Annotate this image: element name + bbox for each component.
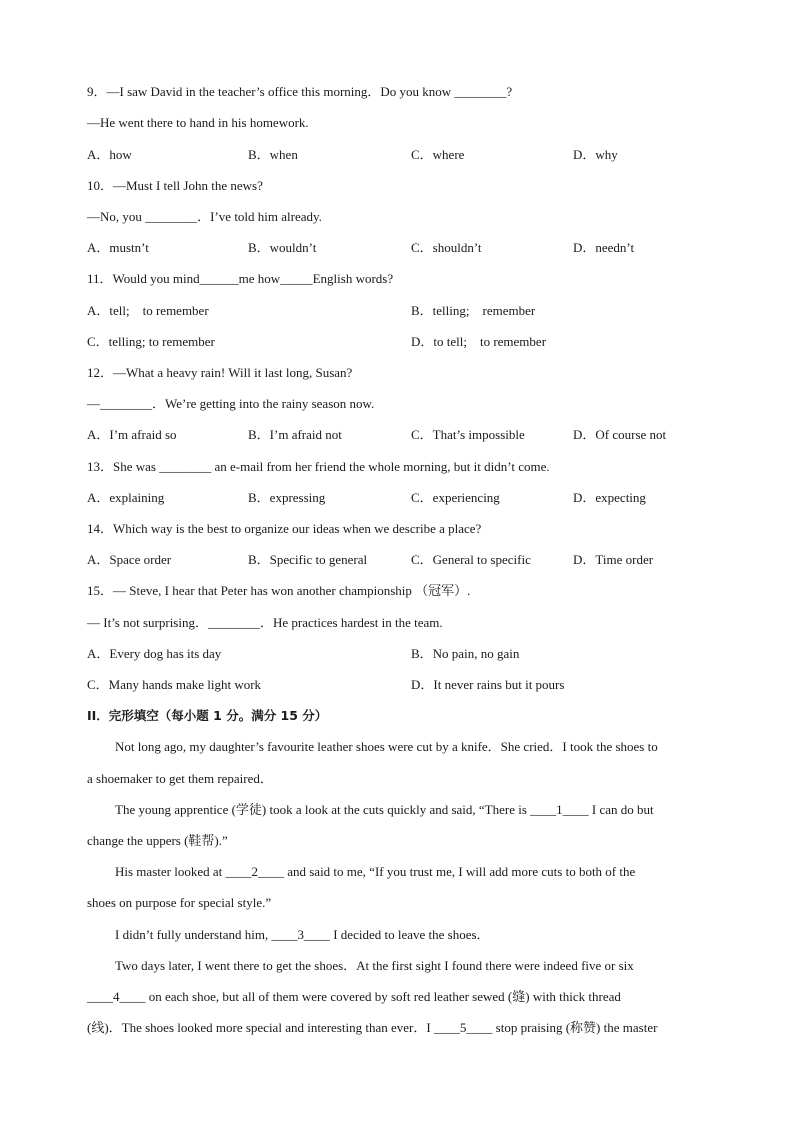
question-9-stem: 9．—I saw David in the teacher’s office this morning．Do you know ________? [87,84,513,99]
q14-option-c: C．General to specific [411,552,531,567]
q9-option-c: C．where [411,147,465,162]
passage-line: ____4____ on each shoe, but all of them were covered by soft red leather sewed (缝) with thick thread [87,989,621,1004]
q15-option-d: D．It never rains but it pours [411,677,565,692]
question-9-reply: —He went there to hand in his homework. [87,115,309,130]
q14-option-b: B．Specific to general [248,552,368,567]
question-13-stem: 13．She was ________ an e-mail from her friend the whole morning, but it didn’t come. [87,459,550,474]
q10-option-a: A．mustn’t [87,240,149,255]
passage-line: The young apprentice (学徒) took a look at the cuts quickly and said, “There is ____1____ I can do but [115,802,654,817]
q13-option-b: B．expressing [248,490,326,505]
q13-option-d: D．expecting [573,490,646,505]
q12-option-a: A．I’m afraid so [87,427,177,442]
q15-option-b: B．No pain, no gain [411,646,520,661]
passage-line: Not long ago, my daughter’s favourite leather shoes were cut by a knife．She cried．I took the shoes to [115,739,658,754]
passage-line: shoes on purpose for special style.” [87,895,272,910]
q11-option-a: A．tell; to remember [87,303,209,318]
question-15-reply: — It’s not surprising．________．He practices hardest in the team. [87,615,443,630]
q15-option-a: A．Every dog has its day [87,646,222,661]
question-12-stem: 12．—What a heavy rain! Will it last long, Susan? [87,365,353,380]
passage-line: Two days later, I went there to get the shoes．At the first sight I found there were indeed five or six [115,958,634,973]
q12-option-c: C．That’s impossible [411,427,525,442]
q14-option-d: D．Time order [573,552,654,567]
q9-option-d: D．why [573,147,618,162]
q12-option-b: B．I’m afraid not [248,427,342,442]
q11-option-c: C．telling; to remember [87,334,215,349]
q11-option-d: D．to tell; to remember [411,334,547,349]
q10-option-d: D．needn’t [573,240,635,255]
passage-line: His master looked at ____2____ and said to me, “If you trust me, I will add more cuts to both of the [115,864,636,879]
q11-option-b: B．telling; remember [411,303,536,318]
q9-option-a: A．how [87,147,132,162]
q13-option-c: C．experiencing [411,490,500,505]
passage-line: (线)．The shoes looked more special and interesting than ever．I ____5____ stop praising (称赞) the master [87,1020,658,1035]
q12-option-d: D．Of course not [573,427,667,442]
question-12-reply: —________．We’re getting into the rainy season now. [87,396,375,411]
question-14-stem: 14．Which way is the best to organize our ideas when we describe a place? [87,521,482,536]
section-2-heading: II．完形填空（每小题 1 分。满分 15 分） [87,708,328,723]
passage-line: a shoemaker to get them repaired． [87,771,273,786]
question-15-stem: 15．— Steve, I hear that Peter has won another championship （冠军）. [87,583,471,598]
q13-option-a: A．explaining [87,490,165,505]
question-10-reply: —No, you ________．I’ve told him already. [87,209,322,224]
passage-line: change the uppers (鞋帮).” [87,833,228,848]
passage-line: I didn’t fully understand him, ____3____ I decided to leave the shoes． [115,927,490,942]
question-10-stem: 10．—Must I tell John the news? [87,178,263,193]
question-11-stem: 11．Would you mind______me how_____English words? [87,271,394,286]
q9-option-b: B．when [248,147,298,162]
q10-option-b: B．wouldn’t [248,240,317,255]
q10-option-c: C．shouldn’t [411,240,482,255]
q14-option-a: A．Space order [87,552,172,567]
q15-option-c: C．Many hands make light work [87,677,262,692]
